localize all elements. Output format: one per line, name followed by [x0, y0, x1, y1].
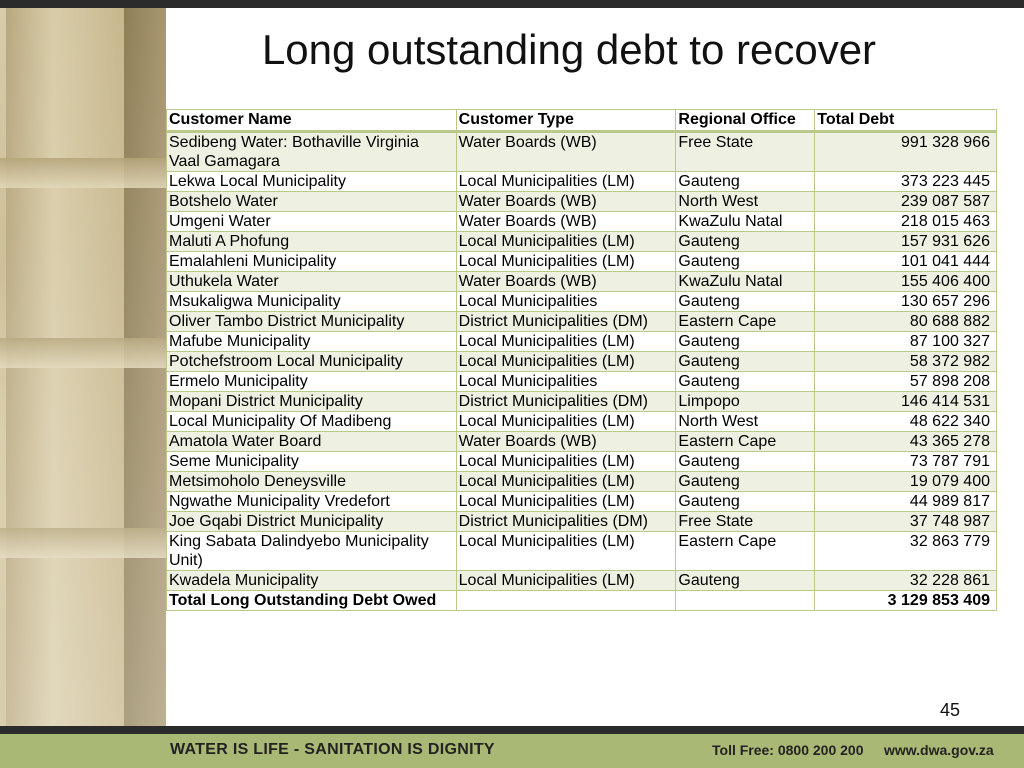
header-customer-name: Customer Name [167, 110, 457, 132]
total-value: 3 129 853 409 [815, 591, 997, 611]
cell-customer-type: Water Boards (WB) [456, 212, 676, 232]
cell-regional-office: KwaZulu Natal [676, 212, 815, 232]
cell-customer-name: Uthukela Water [167, 272, 457, 292]
cell-customer-name: Mopani District Municipality [167, 392, 457, 412]
footer-toll-free: Toll Free: 0800 200 200 [712, 742, 864, 758]
cell-total-debt: 19 079 400 [815, 472, 997, 492]
cell-total-debt: 57 898 208 [815, 372, 997, 392]
table-row [167, 492, 997, 512]
cell-customer-name: Umgeni Water [167, 212, 457, 232]
footer-divider [0, 726, 1024, 734]
cell-customer-type: District Municipalities (DM) [456, 512, 676, 532]
cell-customer-type: Water Boards (WB) [456, 192, 676, 212]
cell-customer-name: Potchefstroom Local Municipality [167, 352, 457, 372]
table-row [167, 252, 997, 272]
table-row [167, 472, 997, 492]
cell-total-debt: 87 100 327 [815, 332, 997, 352]
cell-total-debt: 32 228 861 [815, 571, 997, 591]
table-row [167, 432, 997, 452]
cell-customer-name: Amatola Water Board [167, 432, 457, 452]
cell-regional-office: Free State [676, 132, 815, 172]
cell-regional-office: North West [676, 412, 815, 432]
table-row [167, 571, 997, 591]
cell-regional-office: Gauteng [676, 332, 815, 352]
cell-customer-type: Water Boards (WB) [456, 432, 676, 452]
cell-customer-name: Oliver Tambo District Municipality [167, 312, 457, 332]
cell-total-debt: 373 223 445 [815, 172, 997, 192]
top-bar [0, 0, 1024, 8]
total-label: Total Long Outstanding Debt Owed [167, 591, 457, 611]
cell-regional-office: Free State [676, 512, 815, 532]
cell-customer-type: Water Boards (WB) [456, 272, 676, 292]
cell-total-debt: 43 365 278 [815, 432, 997, 452]
footer-slogan: WATER IS LIFE - SANITATION IS DIGNITY [170, 741, 495, 758]
cell-customer-type: Local Municipalities (LM) [456, 532, 676, 571]
cell-customer-name: Metsimoholo Deneysville [167, 472, 457, 492]
cell-customer-name: King Sabata Dalindyebo Municipality Unit) [167, 532, 457, 571]
cell-total-debt: 44 989 817 [815, 492, 997, 512]
table-row [167, 392, 997, 412]
cell-regional-office: Gauteng [676, 172, 815, 192]
cell-total-debt: 218 015 463 [815, 212, 997, 232]
cell-total-debt: 155 406 400 [815, 272, 997, 292]
table-row [167, 512, 997, 532]
cell-customer-name: Maluti A Phofung [167, 232, 457, 252]
table-row [167, 372, 997, 392]
cell-regional-office: Gauteng [676, 252, 815, 272]
cell-customer-name: Local Municipality Of Madibeng [167, 412, 457, 432]
cell-customer-name: Lekwa Local Municipality [167, 172, 457, 192]
header-total-debt: Total Debt [815, 110, 997, 132]
cell-customer-name: Joe Gqabi District Municipality [167, 512, 457, 532]
cell-total-debt: 48 622 340 [815, 412, 997, 432]
cell-customer-type: Local Municipalities [456, 372, 676, 392]
table-row [167, 132, 997, 172]
footer-bar [0, 734, 1024, 768]
table-row [167, 312, 997, 332]
cell-customer-type: Local Municipalities (LM) [456, 232, 676, 252]
cell-regional-office: Gauteng [676, 352, 815, 372]
cell-regional-office: Eastern Cape [676, 532, 815, 571]
header-customer-type: Customer Type [456, 110, 676, 132]
table-row [167, 452, 997, 472]
cell-customer-type: Local Municipalities [456, 292, 676, 312]
cell-regional-office: Gauteng [676, 292, 815, 312]
cell-total-debt: 32 863 779 [815, 532, 997, 571]
table-row [167, 172, 997, 192]
cell-total-debt: 157 931 626 [815, 232, 997, 252]
cell-customer-name: Emalahleni Municipality [167, 252, 457, 272]
cell-regional-office: Gauteng [676, 232, 815, 252]
cell-customer-name: Msukaligwa Municipality [167, 292, 457, 312]
cell-regional-office: Eastern Cape [676, 432, 815, 452]
cell-regional-office: Eastern Cape [676, 312, 815, 332]
table-header-row [167, 110, 997, 132]
cell-customer-name: Mafube Municipality [167, 332, 457, 352]
table-row [167, 232, 997, 252]
cell-customer-type: Local Municipalities (LM) [456, 412, 676, 432]
table-row [167, 192, 997, 212]
cell-total-debt: 73 787 791 [815, 452, 997, 472]
cell-total-debt: 991 328 966 [815, 132, 997, 172]
cell-customer-type: Local Municipalities (LM) [456, 332, 676, 352]
cell-total-debt: 146 414 531 [815, 392, 997, 412]
total-row [167, 591, 997, 611]
debt-table [166, 109, 997, 611]
cell-customer-type: Water Boards (WB) [456, 132, 676, 172]
header-regional-office: Regional Office [676, 110, 815, 132]
slide-title: Long outstanding debt to recover [261, 26, 877, 73]
cell-customer-type: Local Municipalities (LM) [456, 452, 676, 472]
page-number: 45 [939, 700, 961, 720]
cell-regional-office: KwaZulu Natal [676, 272, 815, 292]
total-empty-cell [676, 591, 815, 611]
cell-customer-type: Local Municipalities (LM) [456, 472, 676, 492]
footer-website: www.dwa.gov.za [884, 742, 994, 758]
cell-total-debt: 37 748 987 [815, 512, 997, 532]
cell-total-debt: 58 372 982 [815, 352, 997, 372]
table-row [167, 272, 997, 292]
cell-customer-name: Ermelo Municipality [167, 372, 457, 392]
cell-regional-office: Gauteng [676, 571, 815, 591]
cell-total-debt: 101 041 444 [815, 252, 997, 272]
cell-customer-type: Local Municipalities (LM) [456, 352, 676, 372]
cell-customer-name: Kwadela Municipality [167, 571, 457, 591]
cell-customer-type: District Municipalities (DM) [456, 312, 676, 332]
cell-regional-office: Gauteng [676, 452, 815, 472]
cell-customer-name: Sedibeng Water: Bothaville Virginia Vaal Gamagara [167, 132, 457, 172]
cell-customer-type: Local Municipalities (LM) [456, 571, 676, 591]
cell-regional-office: Gauteng [676, 472, 815, 492]
cell-total-debt: 130 657 296 [815, 292, 997, 312]
cell-regional-office: Gauteng [676, 372, 815, 392]
cell-regional-office: North West [676, 192, 815, 212]
cell-total-debt: 80 688 882 [815, 312, 997, 332]
cell-customer-type: District Municipalities (DM) [456, 392, 676, 412]
cell-regional-office: Limpopo [676, 392, 815, 412]
cell-total-debt: 239 087 587 [815, 192, 997, 212]
total-empty-cell [456, 591, 676, 611]
cell-customer-type: Local Municipalities (LM) [456, 172, 676, 192]
cell-customer-name: Botshelo Water [167, 192, 457, 212]
cell-customer-type: Local Municipalities (LM) [456, 252, 676, 272]
table-row [167, 412, 997, 432]
table-row [167, 352, 997, 372]
cell-customer-type: Local Municipalities (LM) [456, 492, 676, 512]
table-row [167, 292, 997, 312]
cell-regional-office: Gauteng [676, 492, 815, 512]
table-row [167, 532, 997, 571]
cell-customer-name: Seme Municipality [167, 452, 457, 472]
side-decoration-image [0, 8, 166, 726]
cell-customer-name: Ngwathe Municipality Vredefort [167, 492, 457, 512]
table-row [167, 212, 997, 232]
table-row [167, 332, 997, 352]
